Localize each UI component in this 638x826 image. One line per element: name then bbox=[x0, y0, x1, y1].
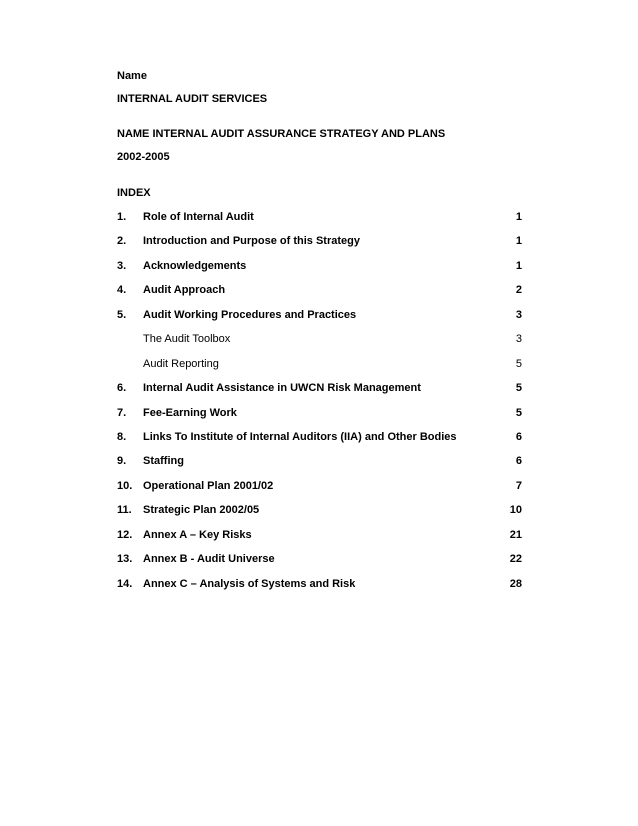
toc-page-number: 1 bbox=[515, 259, 522, 272]
toc-label: Audit Reporting bbox=[143, 357, 219, 370]
toc-row bbox=[117, 406, 522, 430]
toc-row bbox=[117, 332, 522, 356]
toc-number: 4. bbox=[117, 284, 127, 297]
toc-page-number: 6 bbox=[515, 455, 522, 468]
toc-page-number: 10 bbox=[509, 504, 522, 517]
toc-label: Staffing bbox=[143, 455, 184, 468]
toc-label: Audit Approach bbox=[143, 284, 226, 297]
table-of-contents bbox=[117, 186, 522, 601]
toc-number: 10. bbox=[117, 479, 133, 492]
toc-number: 6. bbox=[117, 382, 127, 395]
document-years: 2002-2005 bbox=[117, 151, 170, 163]
toc-number: 8. bbox=[117, 430, 127, 443]
toc-page-number: 5 bbox=[515, 382, 522, 395]
index-heading: INDEX bbox=[117, 187, 151, 199]
document-title: NAME INTERNAL AUDIT ASSURANCE STRATEGY AND PLANS bbox=[117, 128, 446, 140]
toc-label: Fee-Earning Work bbox=[143, 406, 237, 419]
toc-page-number: 1 bbox=[515, 211, 522, 223]
toc-page-number: 21 bbox=[509, 528, 522, 541]
toc-row bbox=[117, 479, 522, 503]
toc-label: The Audit Toolbox bbox=[143, 333, 231, 346]
toc-row bbox=[117, 577, 522, 601]
toc-page-number: 1 bbox=[515, 235, 522, 248]
toc-page-number: 3 bbox=[515, 308, 522, 321]
toc-label: Strategic Plan 2002/05 bbox=[143, 504, 260, 517]
organization-title: INTERNAL AUDIT SERVICES bbox=[117, 93, 268, 105]
toc-row bbox=[117, 259, 522, 283]
toc-page-number: 3 bbox=[515, 333, 522, 346]
toc-page-number: 6 bbox=[515, 430, 522, 443]
toc-row bbox=[117, 210, 522, 234]
toc-row bbox=[117, 308, 522, 332]
toc-page-number: 28 bbox=[509, 577, 522, 590]
toc-page-number: 7 bbox=[515, 479, 522, 492]
toc-number: 11. bbox=[117, 504, 132, 517]
toc-number: 1. bbox=[117, 211, 127, 223]
toc-number: 13. bbox=[117, 553, 133, 566]
toc-number: 2. bbox=[117, 235, 127, 248]
toc-number: 12. bbox=[117, 528, 133, 541]
toc-label: Audit Working Procedures and Practices bbox=[143, 308, 357, 321]
toc-page-number: 22 bbox=[509, 553, 522, 566]
toc-row bbox=[117, 283, 522, 307]
toc-label: Internal Audit Assistance in UWCN Risk Management bbox=[143, 382, 421, 395]
document-name: Name bbox=[117, 70, 147, 82]
toc-page-number: 2 bbox=[515, 284, 522, 297]
toc-label: Introduction and Purpose of this Strategy bbox=[143, 235, 360, 248]
toc-label: Annex B - Audit Universe bbox=[143, 553, 275, 566]
toc-page-number: 5 bbox=[515, 406, 522, 419]
toc-label: Links To Institute of Internal Auditors (IIA) and Other Bodies bbox=[143, 430, 457, 443]
toc-rows bbox=[117, 210, 522, 601]
toc-row bbox=[117, 454, 522, 478]
toc-page-number: 5 bbox=[515, 357, 522, 370]
toc-number: 14. bbox=[117, 577, 133, 590]
toc-label: Annex C – Analysis of Systems and Risk bbox=[143, 577, 356, 590]
toc-row bbox=[117, 528, 522, 552]
toc-row bbox=[117, 357, 522, 381]
toc-row bbox=[117, 430, 522, 454]
toc-label: Annex A – Key Risks bbox=[143, 528, 252, 541]
toc-number: 9. bbox=[117, 455, 127, 468]
toc-row bbox=[117, 503, 522, 527]
toc-number: 3. bbox=[117, 259, 127, 272]
toc-number: 5. bbox=[117, 308, 127, 321]
toc-row bbox=[117, 234, 522, 258]
toc-label: Role of Internal Audit bbox=[143, 211, 254, 223]
toc-label: Acknowledgements bbox=[143, 259, 247, 272]
toc-number: 7. bbox=[117, 406, 127, 419]
toc-label: Operational Plan 2001/02 bbox=[143, 479, 274, 492]
toc-row bbox=[117, 381, 522, 405]
toc-row bbox=[117, 552, 522, 576]
